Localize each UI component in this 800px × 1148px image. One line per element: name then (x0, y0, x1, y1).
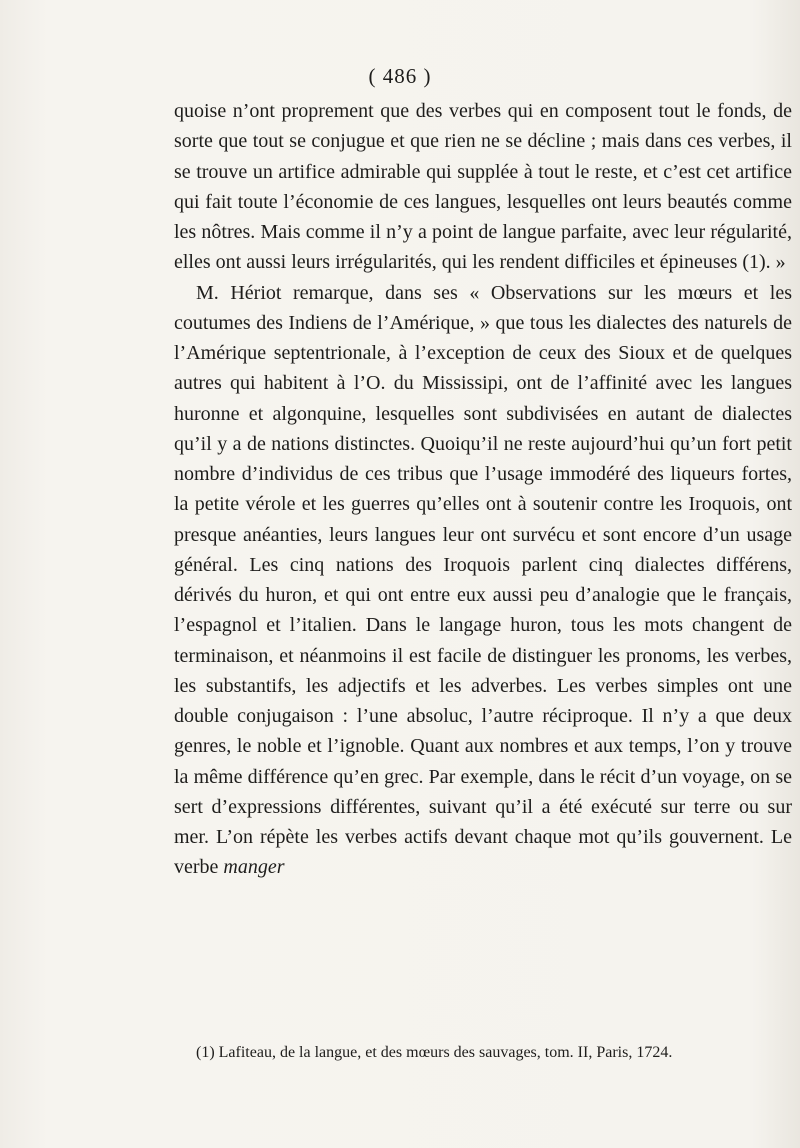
footnote (174, 1040, 792, 1066)
paragraph-continuation: quoise n’ont proprement que des verbes qui en composent tout le fonds, de sorte que tout se conjugue et que rien ne se décline ; mais dans ces verbes, il se trouve un artifice admirable qui supplée à tout le reste, et c’est cet artifice qui fait toute l’économie de ces langues, lesquelles ont leurs beautés comme les nôtres. Mais comme il n’y a point de langue parfaite, avec leur régularité, elles ont aussi leurs irrégularités, qui les rendent difficiles et épineuses (1). » (174, 100, 792, 274)
body-text (174, 96, 792, 883)
paragraph-heriot (174, 278, 792, 883)
page-number: ( 486 ) (368, 64, 432, 88)
paragraph-heriot-text: M. Hériot remarque, dans ses « Observations sur les mœurs et les coutumes des Indiens de l’Amérique, » que tous les dialectes des naturels de l’Amérique septentrionale, à l’exception de ceux des Sioux et de quelques autres qui habitent à l’O. du Mississipi, ont de l’affinité avec les langues huronne et algonquine, lesquelles sont subdivisées en autant de dialectes qu’il y a de nations distinctes. Quoiqu’il ne reste aujourd’hui qu’un fort petit nombre d’individus de ces tribus que l’usage immodéré des liqueurs fortes, la petite vérole et les guerres qu’elles ont à soutenir contre les Iroquois, ont presque anéanties, leurs langues leur ont survécu et sont encore d’un usage général. Les cinq nations des Iroquois parlent cinq dialectes différens, dérivés du huron, et qui ont entre eux aussi peu d’analogie que le français, l’espagnol et l’italien. Dans le langage huron, tous les mots changent de terminaison, et néanmoins il est facile de distinguer les pronoms, les verbes, les substantifs, les adjectifs et les adverbes. Les verbes simples ont une double conjugaison : l’une absoluc, l’autre réciproque. Il n’y a que deux genres, le noble et l’ignoble. Quant aux nombres et aux temps, l’on y trouve la même différence qu’en grec. Par exemple, dans le récit d’un voyage, on se sert d’expressions différentes, suivant qu’il a été exécuté sur terre ou sur mer. L’on répète les verbes actifs devant chaque mot qu’ils gouvernent. Le verbe (174, 281, 792, 879)
italic-word-manger: manger (223, 856, 285, 879)
footnote-text: (1) Lafiteau, de la langue, et des mœurs des sauvages, tom. II, Paris, 1724. (196, 1044, 673, 1061)
